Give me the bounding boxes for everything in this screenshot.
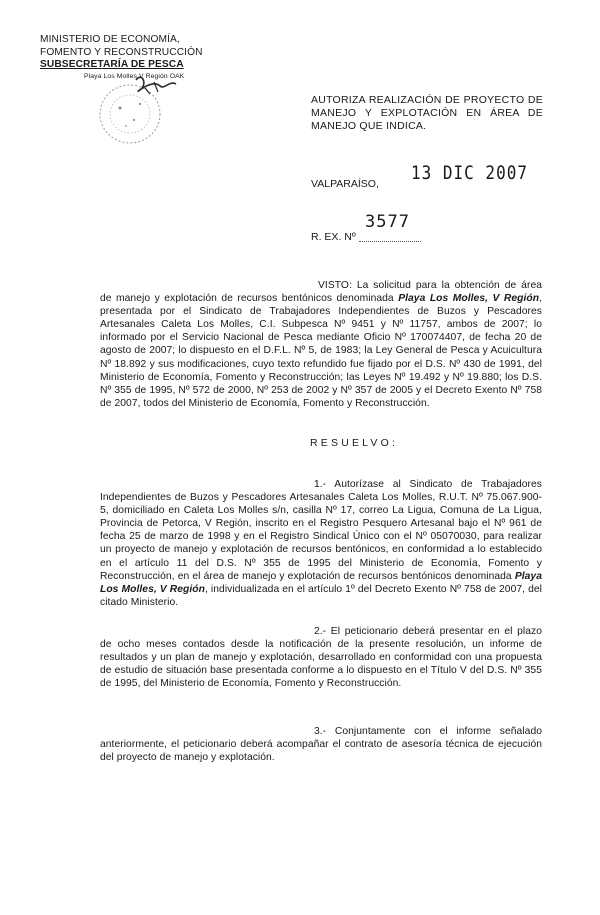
item2-text: 2.- El peticionario deberá presentar en el plazo de ocho meses contados desde la notificación de la presente resolución, un informe de resultados y un plan de manejo y explotación, desarrollado en conformidad con una propuesta de estudio de situación base presentada conforme a lo dispuesto en el Título V del D.S. Nº 355 de 1995, del Ministerio de Economía, Fomento y Reconstrucción.	[100, 626, 542, 690]
resuelvo-heading: RESUELVO:	[310, 437, 399, 449]
subsecretaria-line: SUBSECRETARÍA DE PESCA	[40, 59, 184, 70]
visto-text-2: , presentada por el Sindicato de Trabajadores Independientes de Buzos y Pescadores Artesanales Caleta Los Molles, C.I. Subpesca Nº 9451 y Nº 11757, ambos de 2007; lo informado por el Servicio Nacional de Pesca mediante Oficio Nº 170074407, de fecha 20 de agosto de 2007; lo dispuesto en el D.F.L. Nº 5, de 1983; la Ley General de Pesca y Acuicultura Nº 18.892 y sus modificaciones, cuyo texto refundido fue fijado por el D.S. Nº 430 de 1991, del Ministerio de Economía, Fomento y Reconstrucción; las Leyes Nº 19.492 y Nº 19.880; los D.S. Nº 355 de 1995, Nº 572 de 2000, Nº 253 de 2002 y Nº 357 de 2005 y el Decreto Exento Nº 758 de 2007, todos del Ministerio de Economía, Fomento y Reconstrucción.	[100, 293, 543, 409]
visto-label: VISTO:	[318, 280, 352, 291]
place: VALPARAÍSO,	[311, 178, 379, 190]
visto-area-name: Playa Los Molles, V Región	[398, 293, 540, 305]
place-and-date	[311, 163, 591, 191]
item3-text: 3.- Conjuntamente con el informe señalado anteriormente, el peticionario deberá acompañar el contrato de asesoría técnica de ejecución del proyecto de manejo y explotación.	[100, 726, 542, 764]
rex-label: R. EX. Nº	[311, 231, 356, 243]
stamped-date: 13 DIC 2007	[411, 161, 528, 184]
item1-area-name: Playa Los Molles, V Región	[100, 570, 542, 595]
number-line	[359, 241, 421, 242]
ministry-line-2: FOMENTO Y RECONSTRUCCIÓN	[40, 46, 203, 58]
resolution-number: 3577	[365, 212, 410, 232]
ministry-line-1: MINISTERIO DE ECONOMÍA,	[40, 34, 180, 45]
item1-lead: 1.- Autorízase al Sindicato de Trabajadores Independientes de Buzos y Pescadores Artesanales Caleta Los Molles, R.U.T. Nº 75.067.900-5, domiciliado en Caleta Los Molles s/n, casilla Nº 17, correo La Ligua, Comuna de La Ligua, Provincia de Petorca, V Región, inscrito en el Registro Pesquero Artesanal bajo el Nº 961 de fecha 25 de marzo de 1998 y en el Registro Sindical Único con el Nº 05070030, para realizar un proyecto de manejo y explotación de recursos bentónicos, en conformidad a lo establecido en el artículo 11 del D.S. Nº 355 de 1995 del Ministerio de Economía, Fomento y Reconstrucción, en el área de manejo y explotación de recursos bentónicos denominada	[100, 479, 542, 582]
visto-text-1: La solicitud para la obtención de área de manejo y explotación de recursos bentónicos denominada	[100, 280, 542, 305]
visto-paragraph	[100, 279, 542, 410]
resolution-item-3	[100, 725, 542, 764]
resolution-subject: AUTORIZA REALIZACIÓN DE PROYECTO DE MANEJO Y EXPLOTACIÓN EN ÁREA DE MANEJO QUE INDICA.	[311, 94, 543, 133]
resolution-item-2	[100, 625, 542, 690]
item1-tail: , individualizada en el artículo 1º del Decreto Exento Nº 758 de 2007, del citado Ministerio.	[100, 583, 542, 608]
official-stamp-seal	[90, 74, 185, 149]
resolution-exenta-label	[311, 231, 421, 243]
handwritten-annotation: Playa Los Molles V Región OAK	[84, 72, 185, 80]
resolution-item-1	[100, 478, 542, 609]
